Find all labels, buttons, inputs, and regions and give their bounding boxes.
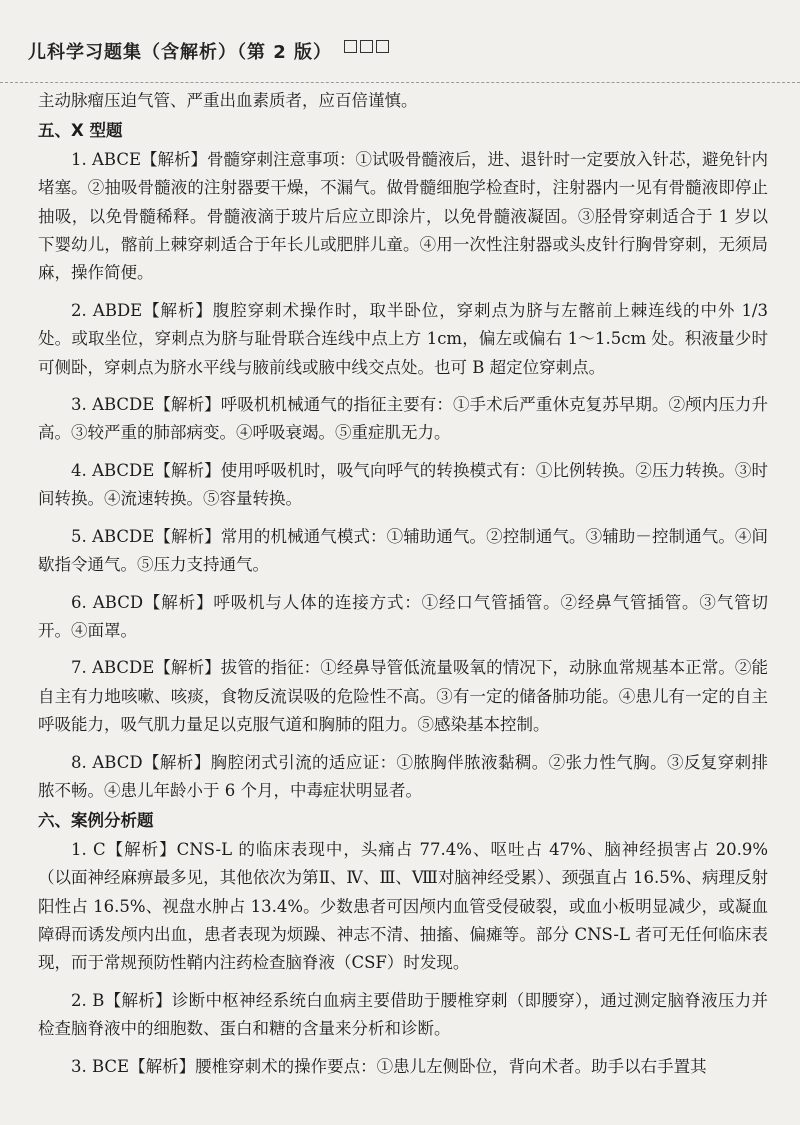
answer-case-2: 2. B【解析】诊断中枢神经系统白血病主要借助于腰椎穿刺（即腰穿），通过测定脑脊液压力并检查脑脊液中的细胞数、蛋白和糖的含量来分析和诊断。 (38, 990, 768, 1039)
answer-x-5: 5. ABCDE【解析】常用的机械通气模式：①辅助通气。②控制通气。③辅助－控制通气。④间歇指令通气。⑤压力支持通气。 (38, 526, 768, 575)
page-header (0, 0, 800, 83)
intro-text: 主动脉瘤压迫气管、严重出血素质者，应百倍谨慎。 (38, 91, 418, 110)
answer-x-8: 8. ABCD【解析】胸腔闭式引流的适应证：①脓胸伴脓液黏稠。②张力性气胸。③反复穿刺排脓不畅。④患儿年龄小于 6 个月，中毒症状明显者。 (38, 752, 768, 800)
book-title: 儿科学习题集（含解析）（第 2 版） (28, 42, 333, 63)
answer-x-6: 6. ABCD【解析】呼吸机与人体的连接方式：①经口气管插管。②经鼻气管插管。③气管切开。④面罩。 (38, 592, 768, 640)
answer-x-4: 4. ABCDE【解析】使用呼吸机时，吸气向呼气的转换模式有：①比例转换。②压力转换。③时间转换。④流速转换。⑤容量转换。 (38, 460, 768, 509)
page-body (38, 87, 768, 1081)
answer-x-2: 2. ABDE【解析】腹腔穿刺术操作时，取半卧位，穿刺点为脐与左髂前上棘连线的中外 1/3 处。或取坐位，穿刺点为脐与耻骨联合连线中点上方 1cm，偏左或偏右 1～1.5cm 处。积液量少时可侧卧，穿刺点为脐水平线与腋前线或腋中线交点处。也可 B 超定位穿刺点。 (38, 300, 768, 377)
decorative-square-icon (344, 40, 357, 53)
section-x-title: 五、X 型题 (38, 121, 123, 141)
answer-case-1: 1. C【解析】CNS-L 的临床表现中，头痛占 77.4%、呕吐占 47%、脑神经损害占 20.9%（以面神经麻痹最多见，其他依次为第Ⅱ、Ⅳ、Ⅲ、Ⅷ对脑神经受累）、颈强直占 16.5%、病理反射阳性占 16.5%、视盘水肿占 13.4%。少数患者可因颅内血管受侵破裂，或血小板明显减少，或凝血障碍而诱发颅内出血，患者表现为烦躁、神志不清、抽搐、偏瘫等。部分 CNS-L 者可无任何临床表现，而于常规预防性鞘内注药检查脑脊液（CSF）时发现。 (38, 839, 768, 973)
header-decoration (344, 40, 389, 53)
section-case-title: 六、案例分析题 (38, 811, 154, 831)
answer-case-3: 3. BCE【解析】腰椎穿刺术的操作要点：①患儿左侧卧位，背向术者。助手以右手置其 (71, 1056, 707, 1076)
answer-x-7: 7. ABCDE【解析】拔管的指征：①经鼻导管低流量吸氧的情况下，动脉血常规基本正常。②能自主有力地咳嗽、咳痰，食物反流误吸的危险性不高。③有一定的储备肺功能。④患儿有一定的自主呼吸能力，吸气肌力量足以克服气道和胸肺的阻力。⑤感染基本控制。 (38, 658, 768, 735)
decorative-square-icon (360, 40, 373, 53)
decorative-square-icon (376, 40, 389, 53)
answer-x-1: 1. ABCE【解析】骨髓穿刺注意事项：①试吸骨髓液后，进、退针时一定要放入针芯，避免针内堵塞。②抽吸骨髓液的注射器要干燥，不漏气。做骨髓细胞学检查时，注射器内一见有骨髓液即停止抽吸，以免骨髓稀释。骨髓液滴于玻片后应立即涂片，以免骨髓液凝固。③胫骨穿刺适合于 1 岁以下婴幼儿，髂前上棘穿刺适合于年长儿或肥胖儿童。④用一次性注射器或头皮针行胸骨穿刺，无须局麻，操作简便。 (38, 149, 769, 283)
answer-x-3: 3. ABCDE【解析】呼吸机机械通气的指征主要有：①手术后严重休克复苏早期。②颅内压力升高。③较严重的肺部病变。④呼吸衰竭。⑤重症肌无力。 (38, 395, 768, 443)
